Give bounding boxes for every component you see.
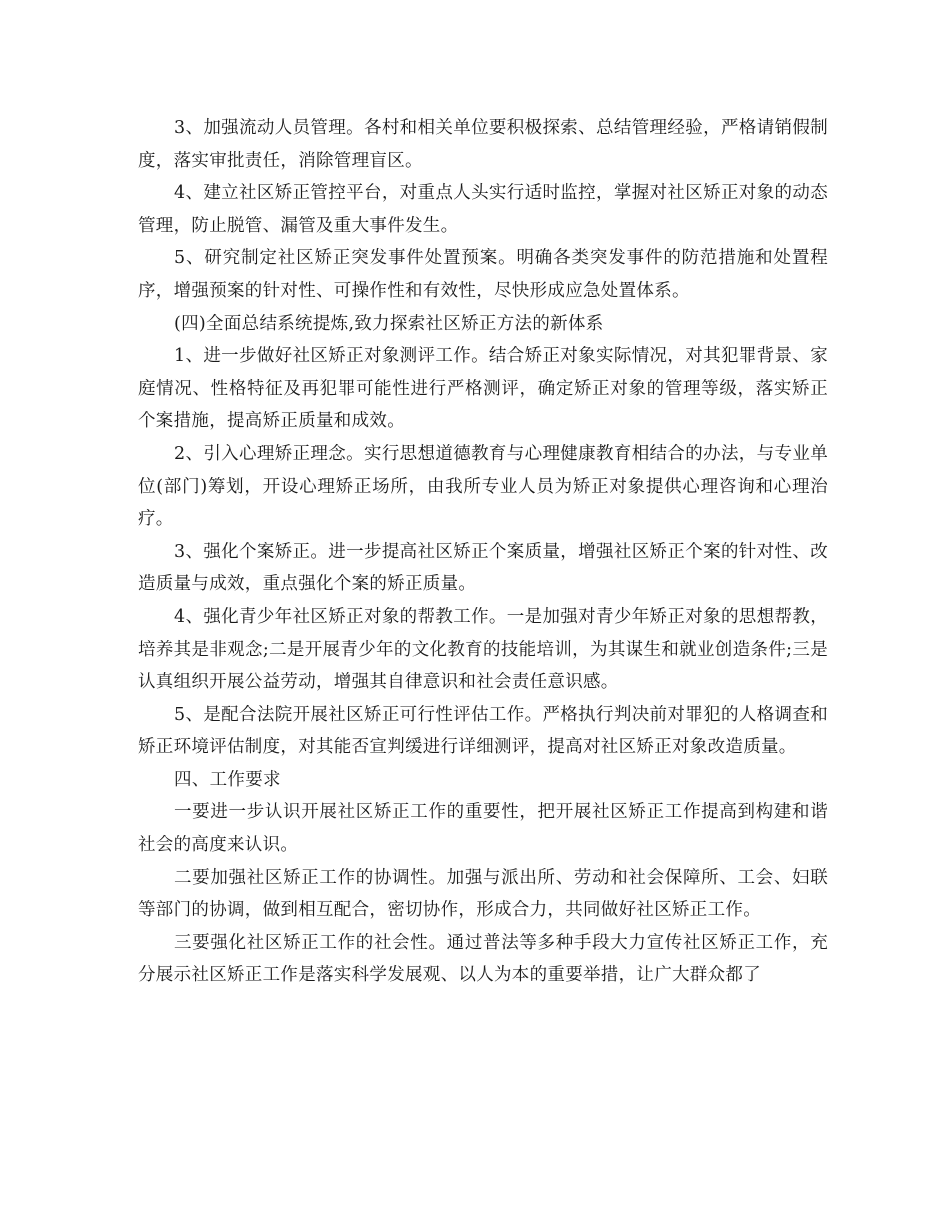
- requirement-1-importance: 一要进一步认识开展社区矫正工作的重要性，把开展社区矫正工作提高到构建和谐社会的高度来认识。: [138, 802, 828, 856]
- section-heading-work-requirements: 四、工作要求: [174, 769, 281, 790]
- document-body: [138, 112, 828, 992]
- paragraph-4-control-platform: 4、建立社区矫正管控平台，对重点人头实行适时监控，掌握对社区矫正对象的动态管理，防止脱管、漏管及重大事件发生。: [138, 183, 828, 236]
- paragraph-4-youth-assistance: 4、强化青少年社区矫正对象的帮教工作。一是加强对青少年矫正对象的思想帮教，培养其是非观念;二是开展青少年的文化教育的技能培训，为其谋生和就业创造条件;三是认真组织开展公益劳动，增强其自律意识和社会责任意识感。: [138, 606, 828, 693]
- paragraph-3-case-correction: 3、强化个案矫正。进一步提高社区矫正个案质量，增强社区矫正个案的针对性、改造质量与成效，重点强化个案的矫正质量。: [138, 541, 828, 595]
- requirement-2-coordination: 二要加强社区矫正工作的协调性。加强与派出所、劳动和社会保障所、工会、妇联等部门的协调，做到相互配合，密切协作，形成合力，共同做好社区矫正工作。: [138, 867, 828, 921]
- paragraph-3-floating-personnel: 3、加强流动人员管理。各村和相关单位要积极探索、总结管理经验，严格请销假制度，落实审批责任，消除管理盲区。: [138, 118, 828, 171]
- paragraph-1-assessment: 1、进一步做好社区矫正对象测评工作。结合矫正对象实际情况，对其犯罪背景、家庭情况、性格特征及再犯罪可能性进行严格测评，确定矫正对象的管理等级，落实矫正个案措施，提高矫正质量和成效。: [138, 346, 828, 432]
- requirement-3-social-nature: 三要强化社区矫正工作的社会性。通过普法等多种手段大力宣传社区矫正工作，充分展示社区矫正工作是落实科学发展观、以人为本的重要举措，让广大群众都了: [138, 932, 828, 986]
- paragraph-2-psychological-correction: 2、引入心理矫正理念。实行思想道德教育与心理健康教育相结合的办法，与专业单位(部门)筹划，开设心理矫正场所，由我所专业人员为矫正对象提供心理咨询和心理治疗。: [138, 443, 828, 530]
- paragraph-5-emergency-plan: 5、研究制定社区矫正突发事件处置预案。明确各类突发事件的防范措施和处置程序，增强预案的针对性、可操作性和有效性，尽快形成应急处置体系。: [138, 248, 828, 301]
- section-heading-4-new-system: (四)全面总结系统提炼,致力探索社区矫正方法的新体系: [174, 313, 604, 334]
- paragraph-5-court-evaluation: 5、是配合法院开展社区矫正可行性评估工作。严格执行判决前对罪犯的人格调查和矫正环境评估制度，对其能否宣判缓进行详细测评，提高对社区矫正对象改造质量。: [138, 704, 828, 758]
